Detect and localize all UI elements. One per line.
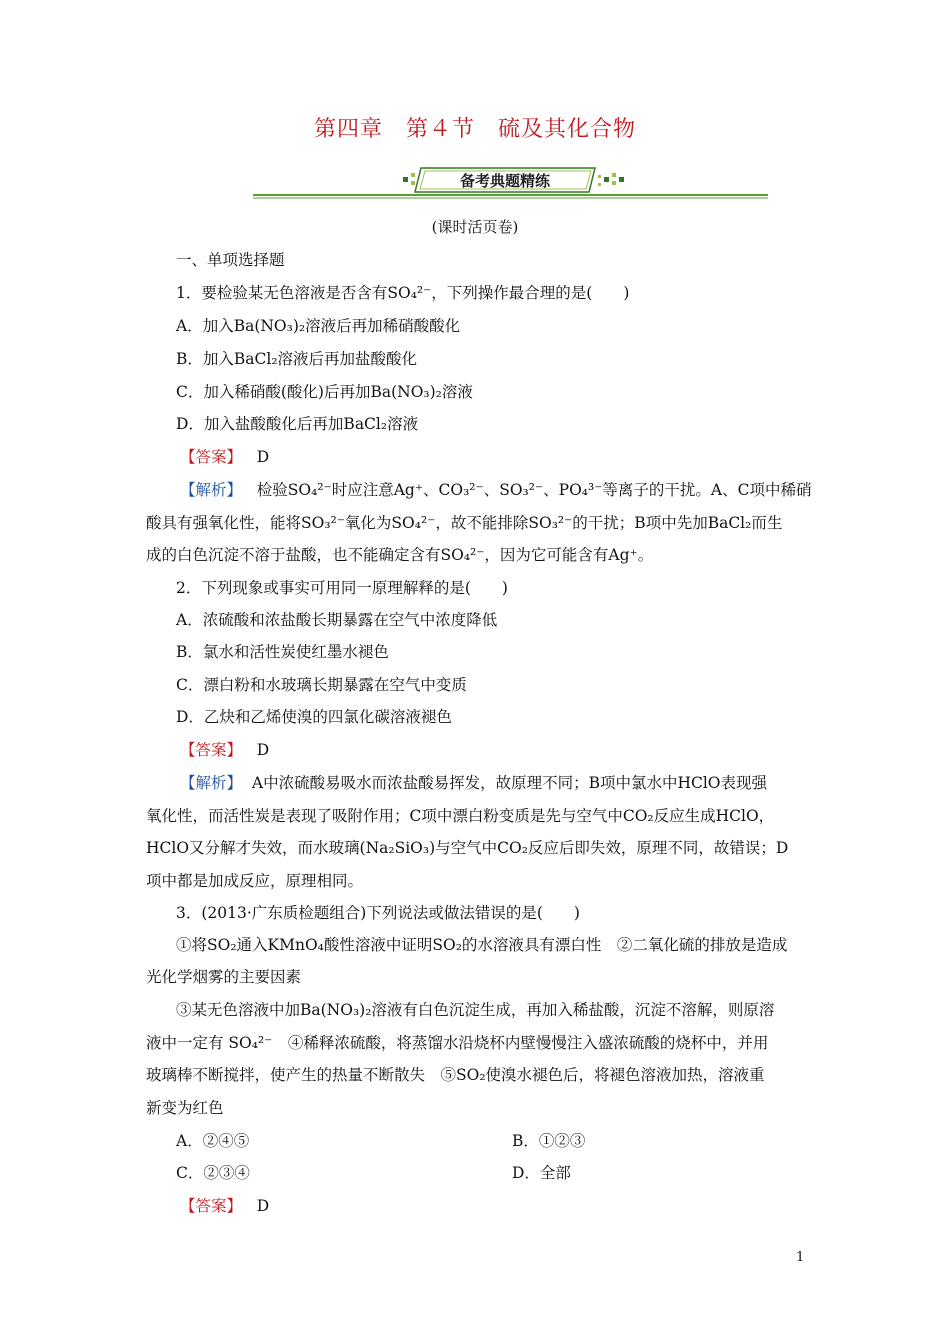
dots-right-icon (598, 173, 624, 186)
q3-opt-row-2 (0, 1163, 950, 1183)
banner-label: 备考典题精练 (459, 172, 551, 190)
q2-analysis-3: HClO又分解才失效，而水玻璃(Na₂SiO₃)与空气中CO₂反应后即失效，原理不同，故错误；D (146, 839, 789, 857)
q2-opt-a: A．浓硫酸和浓盐酸长期暴露在空气中浓度降低 (176, 611, 498, 629)
page-number: 1 (796, 1250, 805, 1265)
section-banner (253, 166, 768, 200)
section-heading: 一、单项选择题 (176, 251, 285, 269)
q3-stem: 3．(2013·广东质检题组合)下列说法或做法错误的是( ) (176, 904, 580, 922)
q1-analysis-1: 【解析】 检验SO₄²⁻时应注意Ag⁺、CO₃²⁻、SO₃²⁻、PO₄³⁻等离子的干扰。A、C项中稀硝 (180, 481, 812, 499)
q3-opt-row-1 (0, 1131, 950, 1151)
q2-opt-d: D．乙炔和乙烯使溴的四氯化碳溶液褪色 (176, 708, 452, 726)
answer-tag: 【答案】 (180, 1197, 243, 1215)
q3-body-4: 液中一定有 SO₄²⁻ ④稀释浓硫酸，将蒸馏水沿烧杯内壁慢慢注入盛浓硫酸的烧杯中，并用 (146, 1034, 769, 1052)
q3-body-5: 玻璃棒不断搅拌，使产生的热量不断散失 ⑤SO₂使溴水褪色后，将褪色溶液加热，溶液重 (146, 1066, 765, 1084)
q2-answer: 【答案】 D (180, 741, 270, 759)
q1-opt-a: A．加入Ba(NO₃)₂溶液后再加稀硝酸酸化 (176, 317, 461, 335)
q1-analysis-2: 酸具有强氧化性，能将SO₃²⁻氧化为SO₄²⁻，故不能排除SO₃²⁻的干扰；B项中先加BaCl₂而生 (146, 514, 783, 532)
page-title: 第四章 第４节 硫及其化合物 (313, 117, 636, 142)
answer-tag: 【答案】 (180, 741, 243, 759)
q3-body-1: ①将SO₂通入KMnO₄酸性溶液中证明SO₂的水溶液具有漂白性 ②二氧化硫的排放是造成 (176, 936, 788, 954)
q1-opt-c: C．加入稀硝酸(酸化)后再加Ba(NO₃)₂溶液 (176, 383, 473, 401)
q3-answer: 【答案】 D (180, 1197, 270, 1215)
q3-body-2: 光化学烟雾的主要因素 (146, 968, 302, 986)
q3-body-3: ③某无色溶液中加Ba(NO₃)₂溶液有白色沉淀生成，再加入稀盐酸，沉淀不溶解，则原溶 (176, 1001, 775, 1019)
answer-tag: 【答案】 (180, 448, 243, 466)
q3-opt-d: D．全部 (512, 1164, 571, 1182)
q1-opt-d: D．加入盐酸酸化后再加BaCl₂溶液 (176, 415, 419, 433)
q2-stem: 2．下列现象或事实可用同一原理解释的是( ) (176, 579, 508, 597)
subtitle: (课时活页卷) (431, 218, 519, 236)
q2-opt-b: B．氯水和活性炭使红墨水褪色 (176, 643, 389, 661)
q1-stem: 1．要检验某无色溶液是否含有SO₄²⁻，下列操作最合理的是( ) (176, 284, 630, 302)
analysis-tag: 【解析】 (180, 774, 243, 792)
q2-analysis-1: 【解析】 A中浓硫酸易吸水而浓盐酸易挥发，故原理不同；B项中氯水中HClO表现强 (180, 774, 768, 792)
q1-opt-b: B．加入BaCl₂溶液后再加盐酸酸化 (176, 350, 418, 368)
q2-analysis-4: 项中都是加成反应，原理相同。 (146, 872, 364, 890)
q1-answer: 【答案】 D (180, 448, 270, 466)
q3-opt-c: C．②③④ (176, 1164, 250, 1182)
q2-opt-c: C．漂白粉和水玻璃长期暴露在空气中变质 (176, 676, 467, 694)
q1-analysis-3: 成的白色沉淀不溶于盐酸，也不能确定含有SO₄²⁻，因为它可能含有Ag⁺。 (146, 546, 654, 564)
q3-body-6: 新变为红色 (146, 1099, 224, 1117)
analysis-tag: 【解析】 (180, 481, 243, 499)
q3-opt-b: B．①②③ (512, 1132, 586, 1150)
q2-analysis-2: 氧化性，而活性炭是表现了吸附作用；C项中漂白粉变质是先与空气中CO₂反应生成HClO， (146, 807, 775, 825)
q3-opt-a: A．②④⑤ (176, 1132, 250, 1150)
